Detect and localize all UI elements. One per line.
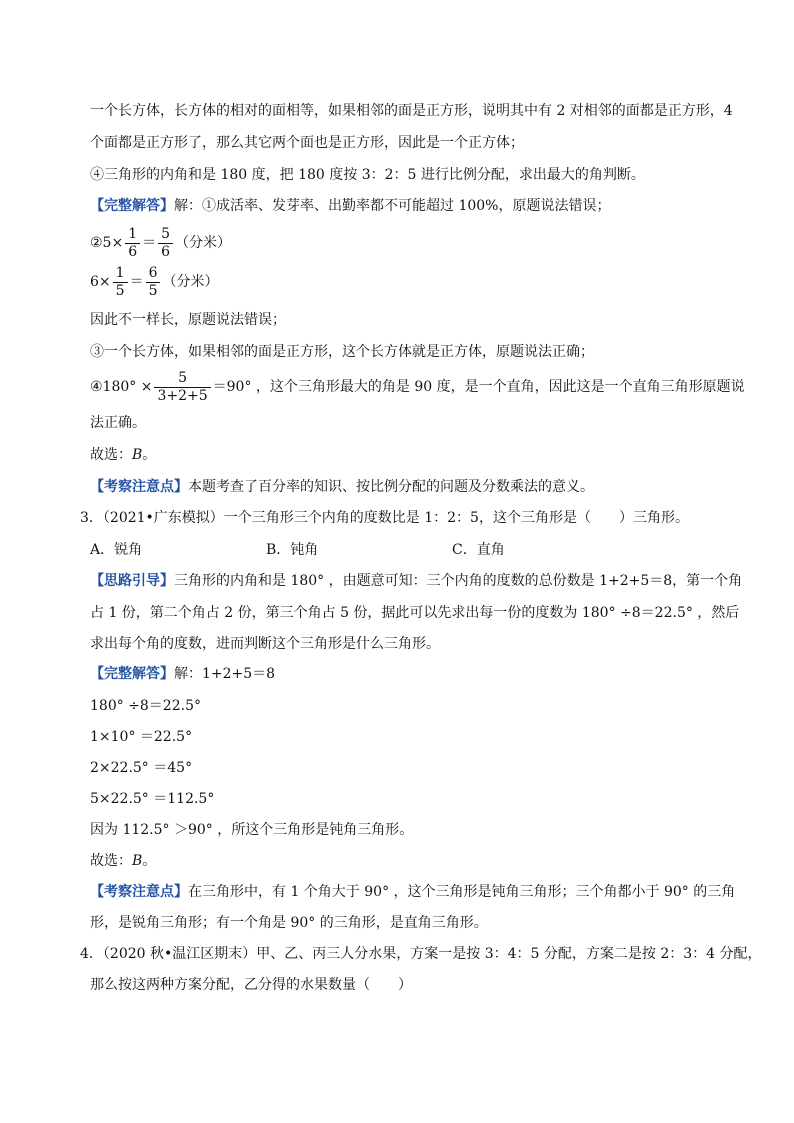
equals-sign: ＝ — [142, 235, 157, 251]
question-4: 4．（2020 秋•温江区期末）甲、乙、丙三人分水果，方案一是按 3：4：5 分配，方案二是按 2：3：4 分配， — [80, 946, 762, 962]
equation-line — [90, 224, 231, 262]
text-line — [90, 882, 735, 902]
text-line — [90, 445, 156, 465]
text-line: 占 1 份，第二个角占 2 份，第三个角占 5 份，据此可以先求出每一份的度数为 180° ÷8＝22.5° ，然后 — [90, 605, 740, 621]
text-line — [90, 571, 742, 591]
fraction — [125, 226, 140, 261]
answer-text: 解：1+2+5＝8 — [174, 666, 276, 682]
option-c: C．直角 — [452, 542, 505, 558]
text-line: 因此不一样长，原题说法错误； — [90, 312, 286, 328]
denominator: 5 — [148, 282, 158, 299]
numerator: 1 — [125, 226, 140, 244]
text-line: 2×22.5° ＝45° — [90, 760, 193, 776]
note-text: 本题考查了百分率的知识、按比例分配的问题及分数乘法的意义。 — [188, 479, 594, 495]
text-line: 一个长方体，长方体的相对的面相等，如果相邻的面是正方形，说明其中有 2 对相邻的面都是正方形，4 — [90, 103, 733, 119]
text-line: 5×22.5° ＝112.5° — [90, 791, 215, 807]
question-3: 3．（2021•广东模拟）一个三角形三个内角的度数比是 1：2：5，这个三角形是（ ）三角形。 — [80, 510, 689, 526]
denominator: 5 — [115, 282, 125, 299]
answer-choice: B — [132, 853, 143, 869]
fraction — [158, 226, 173, 261]
text-line: ③一个长方体，如果相邻的面是正方形，这个长方体就是正方体，原题说法正确； — [90, 344, 594, 360]
text-line: 个面都是正方形了，那么其它两个面也是正方形，因此是一个正方体； — [90, 135, 524, 151]
answer-tag: 【完整解答】 — [90, 666, 174, 682]
equation-prefix: 6× — [90, 274, 111, 290]
answer-label: 故选： — [90, 447, 132, 463]
punctuation: 。 — [142, 853, 157, 869]
text-line: ④三角形的内角和是 180 度，把 180 度按 3：2：5 进行比例分配，求出最大的角判断。 — [90, 167, 645, 183]
equals-sign: ＝ — [129, 274, 144, 290]
option-b: B．钝角 — [266, 542, 319, 558]
unit-text: （分米） — [175, 235, 232, 251]
equation-text: ＝90° ，这个三角形最大的角是 90 度，是一个直角，因此这是一个直角三角形原题说 — [212, 379, 745, 395]
denominator: 6 — [128, 243, 138, 260]
text-line — [90, 196, 610, 216]
answer-label: 故选： — [90, 853, 132, 869]
text-line: 那么按这两种方案分配，乙分得的水果数量（ ） — [90, 977, 412, 993]
text-line: 形，是锐角三角形；有一个角是 90° 的三角形，是直角三角形。 — [90, 915, 488, 931]
note-text: 在三角形中，有 1 个角大于 90° ，这个三角形是钝角三角形；三个角都小于 90° 的三角 — [188, 884, 736, 900]
text-line — [90, 664, 275, 684]
numerator: 5 — [158, 226, 173, 244]
equation-prefix: ②5× — [90, 235, 124, 251]
text-line — [90, 851, 156, 871]
text-line: 求出每个角的度数，进而判断这个三角形是什么三角形。 — [90, 636, 440, 652]
note-tag: 【考察注意点】 — [90, 884, 188, 900]
numerator: 6 — [146, 265, 161, 283]
text-line — [90, 477, 594, 497]
numerator: 5 — [154, 370, 210, 388]
hint-tag: 【思路引导】 — [90, 573, 174, 589]
text-line: 180° ÷8＝22.5° — [90, 698, 201, 714]
note-tag: 【考察注意点】 — [90, 479, 188, 495]
hint-text: 三角形的内角和是 180° ，由题意可知：三个内角的度数的总份数是 1+2+5＝8，第一个角 — [174, 573, 743, 589]
answer-text: 解：①成活率、发芽率、出勤率都不可能超过 100%，原题说法错误； — [174, 198, 611, 214]
numerator: 1 — [113, 265, 128, 283]
denominator: 6 — [161, 243, 171, 260]
fraction — [146, 265, 161, 300]
denominator: 3+2+5 — [157, 387, 208, 404]
text-line: 法正确。 — [90, 415, 146, 431]
punctuation: 。 — [142, 447, 157, 463]
unit-text: （分米） — [162, 274, 219, 290]
equation-prefix: ④180° × — [90, 379, 153, 395]
option-a: A．锐角 — [90, 542, 143, 558]
fraction — [113, 265, 128, 300]
text-line: 因为 112.5° ＞90° ，所这个三角形是钝角三角形。 — [90, 822, 414, 838]
text-line: 1×10° ＝22.5° — [90, 729, 193, 745]
equation-line — [90, 263, 218, 301]
answer-choice: B — [132, 447, 143, 463]
fraction — [154, 370, 210, 405]
equation-line — [90, 368, 745, 406]
answer-tag: 【完整解答】 — [90, 198, 174, 214]
